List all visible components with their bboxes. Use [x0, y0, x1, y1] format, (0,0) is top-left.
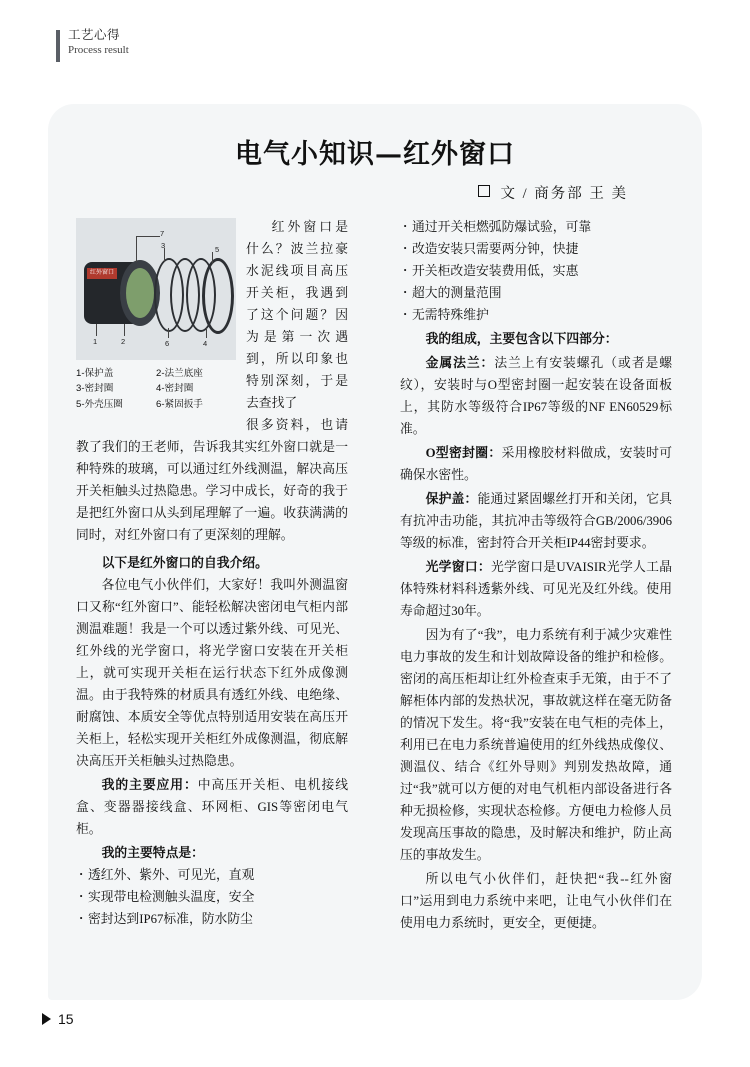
leader-line-1 — [96, 324, 97, 336]
square-bullet-icon — [478, 185, 490, 197]
figure-caption-item: 3-密封圈 — [76, 383, 114, 395]
diagram-badge: 红外窗口 — [87, 268, 117, 279]
list-item: · 密封达到IP67标准，防水防尘 — [76, 908, 348, 930]
label-optical-window: 光学窗口： — [425, 560, 491, 574]
text-optical-window: 光学窗口是UVAISIR光学人工晶体特殊材料科透紫外线、可见光及红外线。使用寿命超过30年。 — [400, 560, 673, 618]
byline — [478, 182, 628, 203]
list-item: · 透红外、紫外、可见光，直观 — [76, 864, 348, 886]
paragraph-o-ring — [400, 442, 672, 486]
paragraph-metal-flange — [400, 352, 672, 440]
page-footer — [42, 1011, 74, 1027]
leader-label-5: 5 — [215, 245, 220, 254]
text-o-ring: 采用橡胶材料做成，安装时可确保水密性。 — [400, 446, 673, 482]
leader-line-2 — [124, 324, 125, 336]
header-text-group — [68, 28, 129, 57]
leader-label-3: 3 — [161, 241, 166, 250]
figure-caption-item: 5-外壳压圈 — [76, 398, 123, 410]
leader-label-6: 6 — [165, 339, 170, 348]
paragraph-optical-window — [400, 556, 672, 622]
leader-line-6 — [168, 328, 169, 338]
left-column — [76, 216, 348, 930]
heading-self-intro: 以下是红外窗口的自我介绍。 — [101, 556, 268, 570]
paragraph-closing: 所以电气小伙伴们，赶快把“我--红外窗口”运用到电力系统中来吧，让电气小伙伴们在使用电力系统时，更安全，更便捷。 — [400, 872, 672, 930]
feature-bullet-list-continued — [400, 216, 672, 326]
right-column — [400, 216, 672, 934]
infrared-window-diagram — [76, 218, 236, 360]
list-item: · 改造安装只需要两分钟，快捷 — [400, 238, 672, 260]
paragraph-self-intro: 各位电气小伙伴们，大家好！我叫外测温窗口又称“红外窗口”、能轻松解决密闭电气柜内部测温难题！我是一个可以透过紫外线、可见光、红外线的光学窗口，将光学窗口安装在开关柜上，就可实现开关柜在运行状态下红外成像测温。由于我特殊的材质具有透红外线、电绝缘、耐腐蚀、本质安全等优点特别适用安装在高压开关柜上，轻松实现开关柜红外成像测温，彻底解决高压开关柜触头过热隐患。 — [76, 578, 348, 768]
header-title-cn: 工艺心得 — [68, 28, 121, 42]
figure-caption-item: 4-密封圈 — [156, 383, 194, 395]
byline-text: 文 / 商务部 王 美 — [500, 186, 628, 202]
leader-line-7b — [136, 236, 160, 237]
label-metal-flange: 金属法兰： — [425, 356, 495, 370]
paragraph-protective-cover — [400, 488, 672, 554]
figure-caption-item: 6-紧固扳手 — [156, 398, 203, 410]
leader-line-5 — [212, 252, 213, 264]
leader-line-7 — [136, 236, 137, 262]
header-accent-bar — [56, 30, 60, 62]
label-protective-cover: 保护盖： — [425, 492, 478, 506]
leader-line-4 — [206, 328, 207, 338]
page-number: 15 — [58, 1011, 74, 1027]
leader-label-4: 4 — [203, 339, 208, 348]
label-o-ring: O型密封圈： — [425, 446, 502, 460]
label-main-applications: 我的主要应用： — [101, 778, 198, 792]
diagram-lens — [126, 268, 154, 318]
diagram-ring-4 — [202, 258, 234, 334]
figure-caption-item: 1-保护盖 — [76, 368, 114, 379]
heading-main-features: 我的主要特点是： — [101, 846, 204, 860]
figure-caption-item: 2-法兰底座 — [156, 368, 203, 379]
header-title-en: Process result — [68, 43, 129, 56]
feature-bullet-list — [76, 864, 348, 930]
list-item: · 开关柜改造安装费用低，实惠 — [400, 260, 672, 282]
paragraph-benefits: 因为有了“我”，电力系统有利于减少灾难性电力事故的发生和计划故障设备的维护和检修。密闭的高压柜却让红外检查束手无策，由于不了解柜体内部的发热状况，事故就这样在毫无防备的情况下发生。将“我”安装在电气柜的壳体上，利用已在电力系统普遍使用的红外线热成像仪、测温仪、结合《红外导则》判别发热故障，通过“我”就可以方便的对电气机柜内部设备进行各种无损检修，实现状态检修。方便电力检修人员发现高压事故的隐患，及时解决和维护，防止高压的事故发生。 — [400, 628, 672, 862]
leader-label-1: 1 — [93, 337, 98, 346]
triangle-icon — [42, 1013, 51, 1025]
text-main-applications: 中高压开关柜、电机接线盒、变器器接线盒、环网柜、GIS等密闭电气柜。 — [76, 778, 349, 836]
list-item: · 通过开关柜燃弧防爆试验，可靠 — [400, 216, 672, 238]
list-item: · 超大的测量范围 — [400, 282, 672, 304]
list-item: · 实现带电检测触头温度，安全 — [76, 886, 348, 908]
text-protective-cover: 能通过紧固螺丝打开和关闭，它具有抗冲击功能，其抗冲击等级符合GB/2006/3906等级的标准，密封符合开关柜IP44密封要求。 — [400, 492, 673, 550]
page-header — [56, 28, 129, 62]
heading-composition: 我的组成，主要包含以下四部分： — [425, 332, 618, 346]
paragraph-intro: 红外窗口是什么？波兰拉豪水泥线项目高压开关柜，我遇到了这个问题？因为是第一次遇到，所以印象也特别深刻，于是去查找了 — [246, 220, 348, 410]
article-panel — [48, 104, 702, 1000]
paragraph-intro-rest: 很多资料，也请教了我们的王老师，告诉我其实红外窗口就是一种特殊的玻璃，可以通过红外线测温，解决高压开关柜触头过热隐患。学习中成长，好奇的我于是把红外窗口从头到尾理解了一遍。收获满满的同时，对红外窗口有了更深刻的理解。 — [76, 418, 348, 542]
page-title: 电气小知识—红外窗口 — [235, 139, 515, 170]
figure-block — [76, 218, 236, 412]
paragraph-main-applications — [76, 774, 348, 840]
text-metal-flange: 法兰上有安装螺孔（或者是螺纹），安装时与O型密封圈一起安装在设备面板上，其防水等级符合IP67等级的NF EN60529标准。 — [400, 356, 673, 436]
leader-label-7: 7 — [160, 229, 165, 238]
list-item: · 无需特殊维护 — [400, 304, 672, 326]
figure-caption — [76, 366, 236, 412]
leader-label-2: 2 — [121, 337, 126, 346]
